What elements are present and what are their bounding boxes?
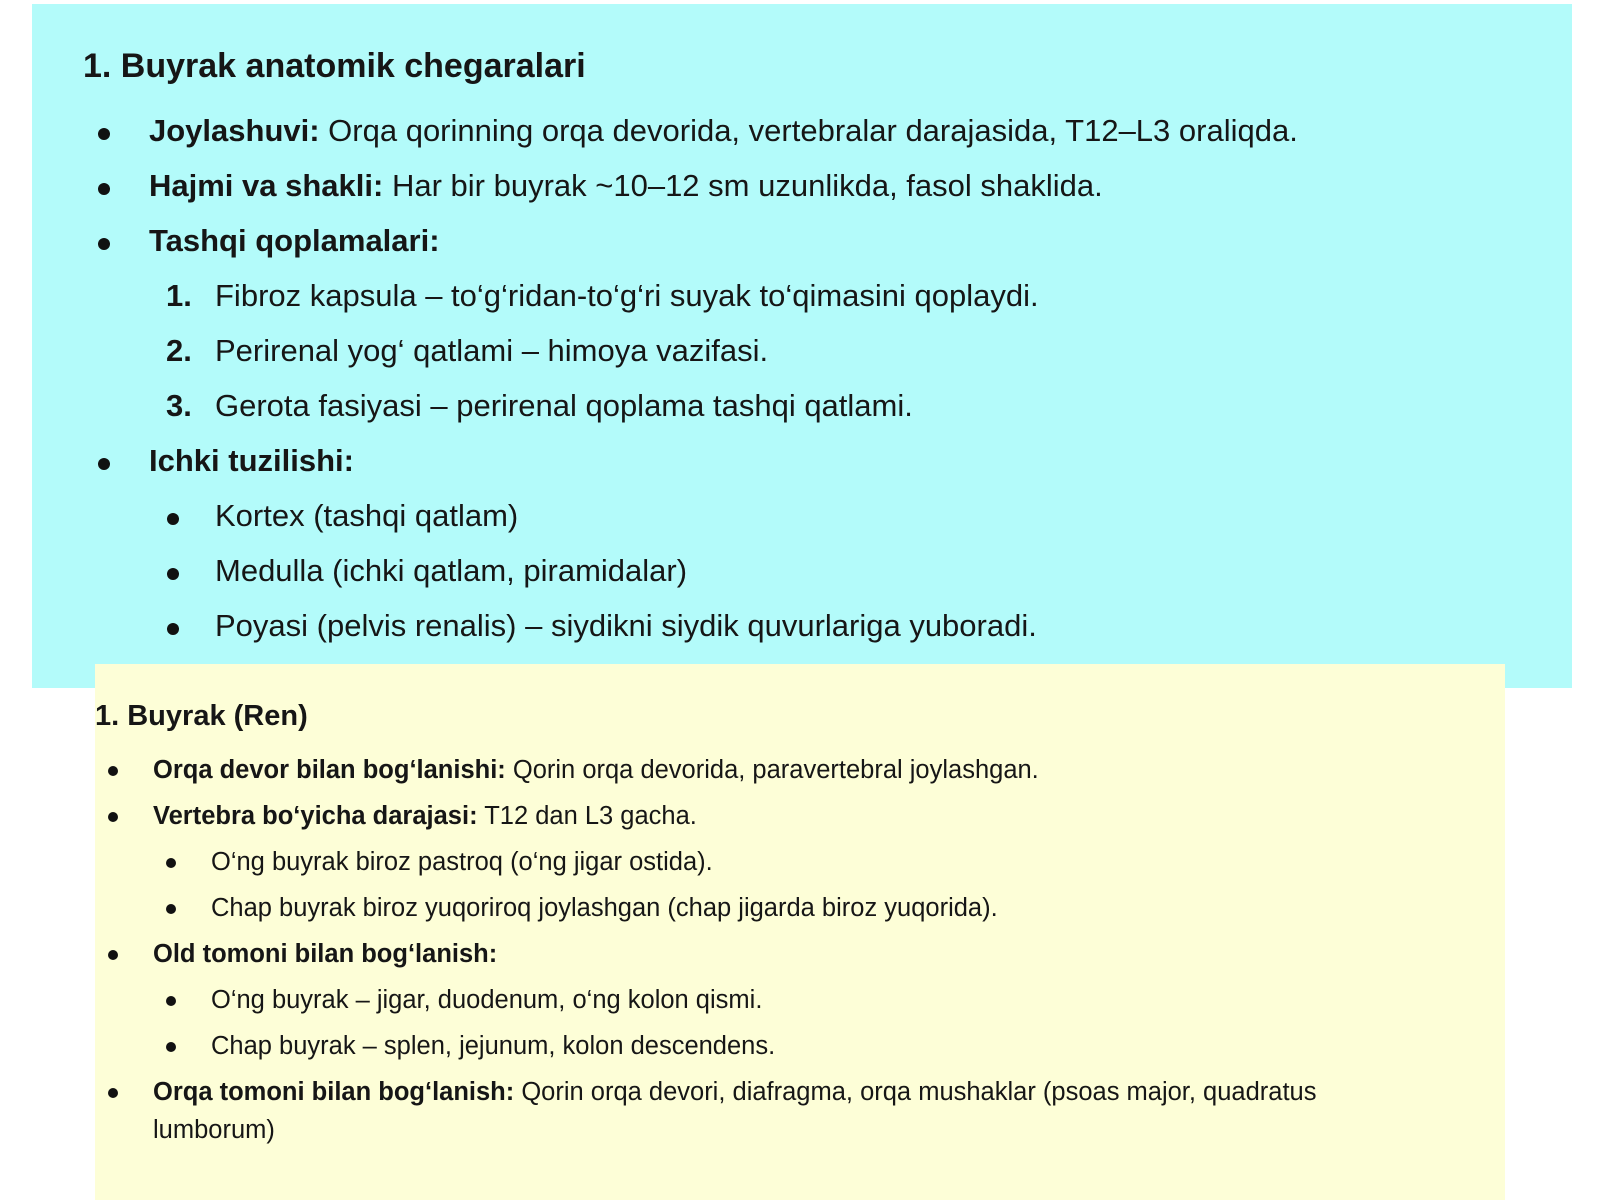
front-item-text: O‘ng buyrak – jigar, duodenum, o‘ng kolon qismi.: [211, 986, 763, 1014]
vertebra-item-text: O‘ng buyrak biroz pastroq (o‘ng jigar ostida).: [211, 848, 713, 876]
anatomy-heading: 1. Buyrak anatomik chegaralari: [83, 47, 586, 85]
list-number: 3.: [166, 388, 192, 423]
size-text: Har bir buyrak ~10–12 sm uzunlikda, fasol shaklida.: [383, 168, 1103, 203]
anatomy-card: [32, 4, 1572, 688]
back-wall-text: Qorin orqa devorida, paravertebral joylashgan.: [505, 756, 1039, 784]
bullet-icon: [166, 1042, 176, 1052]
bullet-icon: [166, 858, 176, 868]
vertebra-item-text: Chap buyrak biroz yuqoriroq joylashgan (chap jigarda biroz yuqorida).: [211, 894, 998, 922]
list-number: 1.: [166, 278, 192, 313]
bullet-icon: [166, 996, 176, 1006]
outer-layer-text: Perirenal yog‘ qatlami – himoya vazifasi.: [215, 333, 769, 368]
vertebra-text: T12 dan L3 gacha.: [477, 802, 697, 830]
location-label: Joylashuvi:: [149, 113, 320, 148]
bullet-icon: [98, 458, 110, 470]
size-label: Hajmi va shakli:: [149, 168, 384, 203]
inner-item-text: Poyasi (pelvis renalis) – siydikni siydik quvurlariga yuboradi.: [215, 608, 1037, 643]
bullet-icon: [167, 623, 179, 635]
bullet-icon: [98, 128, 110, 140]
front-item-text: Chap buyrak – splen, jejunum, kolon descendens.: [211, 1032, 776, 1060]
bullet-icon: [108, 950, 118, 960]
outer-layer-text: Gerota fasiyasi – perirenal qoplama tashqi qatlami.: [215, 388, 913, 423]
vertebra-label: Vertebra bo‘yicha darajasi:: [153, 802, 478, 830]
rear-label: Orqa tomoni bilan bog‘lanish:: [153, 1078, 515, 1106]
kidney-heading: 1. Buyrak (Ren): [95, 700, 308, 732]
location-text: Orqa qorinning orqa devorida, vertebralar darajasida, T12–L3 oraliqda.: [319, 113, 1298, 148]
kidney-card: [95, 664, 1505, 1200]
back-wall-label: Orqa devor bilan bog‘lanishi:: [153, 756, 506, 784]
bullet-icon: [98, 183, 110, 195]
rear-text: Qorin orqa devori, diafragma, orqa mushaklar (psoas major, quadratus: [514, 1078, 1317, 1106]
rear-text-continuation: lumborum): [153, 1116, 275, 1144]
bullet-icon: [108, 1088, 118, 1098]
bullet-icon: [167, 568, 179, 580]
outer-label: Tashqi qoplamalari:: [149, 223, 440, 258]
bullet-icon: [166, 904, 176, 914]
inner-item-text: Kortex (tashqi qatlam): [215, 498, 519, 533]
inner-label: Ichki tuzilishi:: [149, 443, 354, 478]
outer-layer-text: Fibroz kapsula – to‘g‘ridan-to‘g‘ri suyak to‘qimasini qoplaydi.: [215, 278, 1039, 313]
bullet-icon: [108, 766, 118, 776]
front-label: Old tomoni bilan bog‘lanish:: [153, 940, 498, 968]
bullet-icon: [98, 238, 110, 250]
bullet-icon: [167, 513, 179, 525]
list-number: 2.: [166, 333, 192, 368]
inner-item-text: Medulla (ichki qatlam, piramidalar): [215, 553, 688, 588]
bullet-icon: [108, 812, 118, 822]
